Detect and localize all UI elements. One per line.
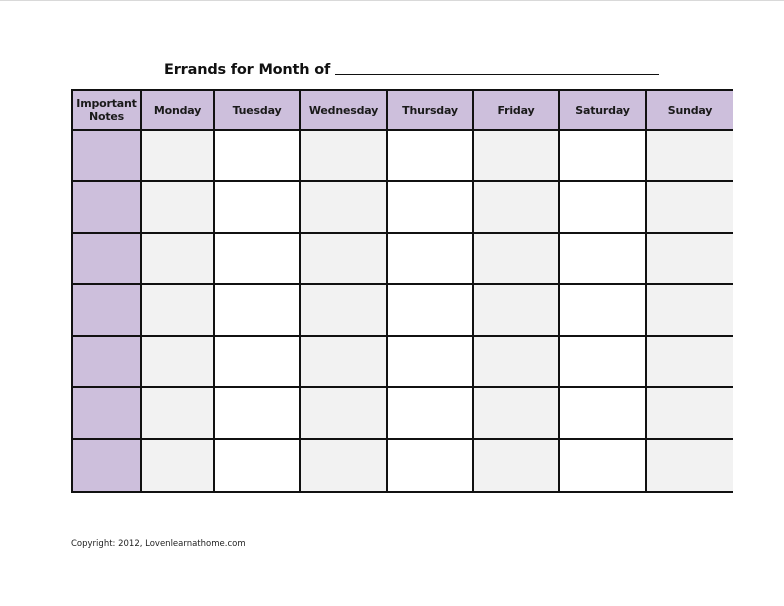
errand-cell-sunday[interactable]: [647, 131, 733, 182]
errand-cell-sunday[interactable]: [647, 234, 733, 285]
notes-cell[interactable]: [73, 131, 142, 182]
errand-cell-friday[interactable]: [474, 388, 560, 439]
errand-cell-wednesday[interactable]: [301, 440, 388, 491]
errand-cell-thursday[interactable]: [388, 182, 474, 233]
notes-cell[interactable]: [73, 234, 142, 285]
errand-cell-sunday[interactable]: [647, 182, 733, 233]
errand-cell-wednesday[interactable]: [301, 285, 388, 336]
errand-cell-friday[interactable]: [474, 131, 560, 182]
errand-cell-tuesday[interactable]: [215, 182, 301, 233]
header-sunday: Sunday: [647, 91, 733, 131]
errand-cell-thursday[interactable]: [388, 440, 474, 491]
header-saturday: Saturday: [560, 91, 647, 131]
errand-cell-sunday[interactable]: [647, 285, 733, 336]
errand-cell-monday[interactable]: [142, 337, 215, 388]
notes-cell[interactable]: [73, 285, 142, 336]
errand-cell-saturday[interactable]: [560, 234, 647, 285]
errand-cell-friday[interactable]: [474, 440, 560, 491]
errand-cell-saturday[interactable]: [560, 337, 647, 388]
errand-cell-saturday[interactable]: [560, 285, 647, 336]
errand-cell-thursday[interactable]: [388, 131, 474, 182]
errand-cell-wednesday[interactable]: [301, 388, 388, 439]
errand-cell-tuesday[interactable]: [215, 234, 301, 285]
errand-cell-tuesday[interactable]: [215, 388, 301, 439]
header-wednesday: Wednesday: [301, 91, 388, 131]
errand-cell-thursday[interactable]: [388, 285, 474, 336]
errand-cell-saturday[interactable]: [560, 182, 647, 233]
errand-cell-friday[interactable]: [474, 234, 560, 285]
errand-cell-monday[interactable]: [142, 182, 215, 233]
errand-cell-monday[interactable]: [142, 285, 215, 336]
copyright-text: Copyright: 2012, Lovenlearnathome.com: [71, 539, 246, 549]
errand-cell-wednesday[interactable]: [301, 337, 388, 388]
errand-cell-monday[interactable]: [142, 234, 215, 285]
errand-cell-monday[interactable]: [142, 388, 215, 439]
errand-cell-tuesday[interactable]: [215, 440, 301, 491]
errand-cell-friday[interactable]: [474, 182, 560, 233]
errand-cell-tuesday[interactable]: [215, 337, 301, 388]
errand-cell-thursday[interactable]: [388, 388, 474, 439]
errands-table: [71, 89, 733, 493]
errand-cell-friday[interactable]: [474, 285, 560, 336]
errand-cell-sunday[interactable]: [647, 388, 733, 439]
header-important-notes: Important Notes: [73, 91, 142, 131]
errand-cell-wednesday[interactable]: [301, 182, 388, 233]
errand-cell-wednesday[interactable]: [301, 131, 388, 182]
header-thursday: Thursday: [388, 91, 474, 131]
notes-cell[interactable]: [73, 388, 142, 439]
notes-cell[interactable]: [73, 440, 142, 491]
page-title: Errands for Month of: [164, 62, 331, 78]
header-tuesday: Tuesday: [215, 91, 301, 131]
errand-cell-saturday[interactable]: [560, 440, 647, 491]
errand-cell-sunday[interactable]: [647, 440, 733, 491]
title-row: [164, 58, 659, 78]
errand-cell-tuesday[interactable]: [215, 131, 301, 182]
header-monday: Monday: [142, 91, 215, 131]
errand-cell-monday[interactable]: [142, 440, 215, 491]
errand-cell-saturday[interactable]: [560, 388, 647, 439]
notes-cell[interactable]: [73, 337, 142, 388]
notes-cell[interactable]: [73, 182, 142, 233]
errand-cell-friday[interactable]: [474, 337, 560, 388]
errand-cell-tuesday[interactable]: [215, 285, 301, 336]
header-friday: Friday: [474, 91, 560, 131]
month-blank-line[interactable]: [335, 74, 659, 75]
errand-cell-thursday[interactable]: [388, 337, 474, 388]
errand-cell-thursday[interactable]: [388, 234, 474, 285]
errand-cell-saturday[interactable]: [560, 131, 647, 182]
errand-cell-sunday[interactable]: [647, 337, 733, 388]
errand-cell-monday[interactable]: [142, 131, 215, 182]
errand-cell-wednesday[interactable]: [301, 234, 388, 285]
